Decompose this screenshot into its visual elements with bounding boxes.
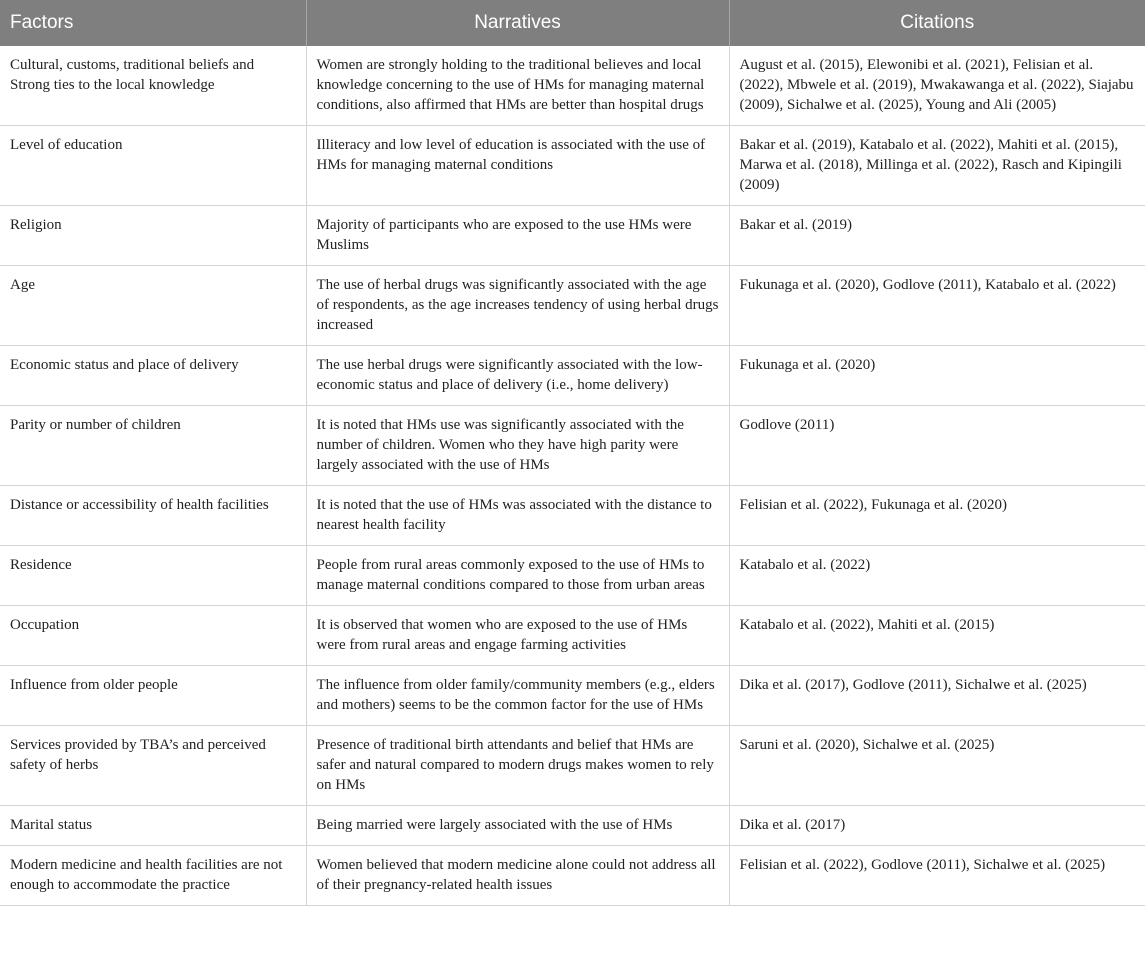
factor-cell: Economic status and place of delivery (0, 346, 306, 406)
citation-cell: Fukunaga et al. (2020), Godlove (2011), Katabalo et al. (2022) (729, 266, 1145, 346)
table-row (0, 546, 1145, 606)
table-row (0, 406, 1145, 486)
factor-cell: Distance or accessibility of health facilities (0, 486, 306, 546)
citation-cell: Bakar et al. (2019), Katabalo et al. (2022), Mahiti et al. (2015), Marwa et al. (2018), Millinga et al. (2022), Rasch and Kipingili (2009) (729, 126, 1145, 206)
citation-cell: Katabalo et al. (2022) (729, 546, 1145, 606)
citation-cell: Dika et al. (2017), Godlove (2011), Sichalwe et al. (2025) (729, 666, 1145, 726)
narrative-cell: Women are strongly holding to the traditional believes and local knowledge concerning to the use of HMs for managing maternal conditions, also affirmed that HMs are better than hospital drugs (306, 46, 729, 126)
header-narratives: Narratives (306, 0, 729, 46)
header-row (0, 0, 1145, 46)
narrative-cell: People from rural areas commonly exposed to the use of HMs to manage maternal conditions compared to those from urban areas (306, 546, 729, 606)
citation-cell: Fukunaga et al. (2020) (729, 346, 1145, 406)
factor-cell: Age (0, 266, 306, 346)
citation-cell: Godlove (2011) (729, 406, 1145, 486)
table-row (0, 486, 1145, 546)
factor-cell: Services provided by TBA’s and perceived safety of herbs (0, 726, 306, 806)
citation-cell: Bakar et al. (2019) (729, 206, 1145, 266)
factor-cell: Influence from older people (0, 666, 306, 726)
narrative-cell: Being married were largely associated with the use of HMs (306, 806, 729, 846)
citation-cell: Dika et al. (2017) (729, 806, 1145, 846)
factor-cell: Modern medicine and health facilities are not enough to accommodate the practice (0, 846, 306, 906)
narrative-cell: The influence from older family/community members (e.g., elders and mothers) seems to be the common factor for the use of HMs (306, 666, 729, 726)
citation-cell: Katabalo et al. (2022), Mahiti et al. (2015) (729, 606, 1145, 666)
table-header (0, 0, 1145, 46)
narrative-cell: Presence of traditional birth attendants and belief that HMs are safer and natural compared to modern drugs makes women to rely on HMs (306, 726, 729, 806)
narrative-cell: Illiteracy and low level of education is associated with the use of HMs for managing maternal conditions (306, 126, 729, 206)
factor-cell: Cultural, customs, traditional beliefs and Strong ties to the local knowledge (0, 46, 306, 126)
factor-cell: Residence (0, 546, 306, 606)
citation-cell: Saruni et al. (2020), Sichalwe et al. (2025) (729, 726, 1145, 806)
factor-cell: Religion (0, 206, 306, 266)
table-row (0, 806, 1145, 846)
table-row (0, 666, 1145, 726)
table-row (0, 126, 1145, 206)
header-factors: Factors (0, 0, 306, 46)
header-citations: Citations (729, 0, 1145, 46)
narrative-cell: Women believed that modern medicine alone could not address all of their pregnancy-related health issues (306, 846, 729, 906)
table-row (0, 846, 1145, 906)
factor-cell: Parity or number of children (0, 406, 306, 486)
factor-cell: Level of education (0, 126, 306, 206)
table-row (0, 346, 1145, 406)
narrative-cell: Majority of participants who are exposed to the use HMs were Muslims (306, 206, 729, 266)
narrative-cell: It is noted that the use of HMs was associated with the distance to nearest health facility (306, 486, 729, 546)
table-row (0, 606, 1145, 666)
narrative-cell: The use herbal drugs were significantly associated with the low-economic status and place of delivery (i.e., home delivery) (306, 346, 729, 406)
table-body (0, 46, 1145, 906)
citation-cell: Felisian et al. (2022), Fukunaga et al. (2020) (729, 486, 1145, 546)
narrative-cell: It is noted that HMs use was significantly associated with the number of children. Women who they have high parity were largely associated with the use of HMs (306, 406, 729, 486)
factor-cell: Occupation (0, 606, 306, 666)
narrative-cell: It is observed that women who are exposed to the use of HMs were from rural areas and engage farming activities (306, 606, 729, 666)
table-row (0, 46, 1145, 126)
citation-cell: Felisian et al. (2022), Godlove (2011), Sichalwe et al. (2025) (729, 846, 1145, 906)
citation-cell: August et al. (2015), Elewonibi et al. (2021), Felisian et al. (2022), Mbwele et al. (2019), Mwakawanga et al. (2022), Siajabu (2009), Sichalwe et al. (2025), Young and Ali (2005) (729, 46, 1145, 126)
table-row (0, 206, 1145, 266)
factor-cell: Marital status (0, 806, 306, 846)
narrative-cell: The use of herbal drugs was significantly associated with the age of respondents, as the age increases tendency of using herbal drugs increased (306, 266, 729, 346)
table-row (0, 726, 1145, 806)
table-row (0, 266, 1145, 346)
